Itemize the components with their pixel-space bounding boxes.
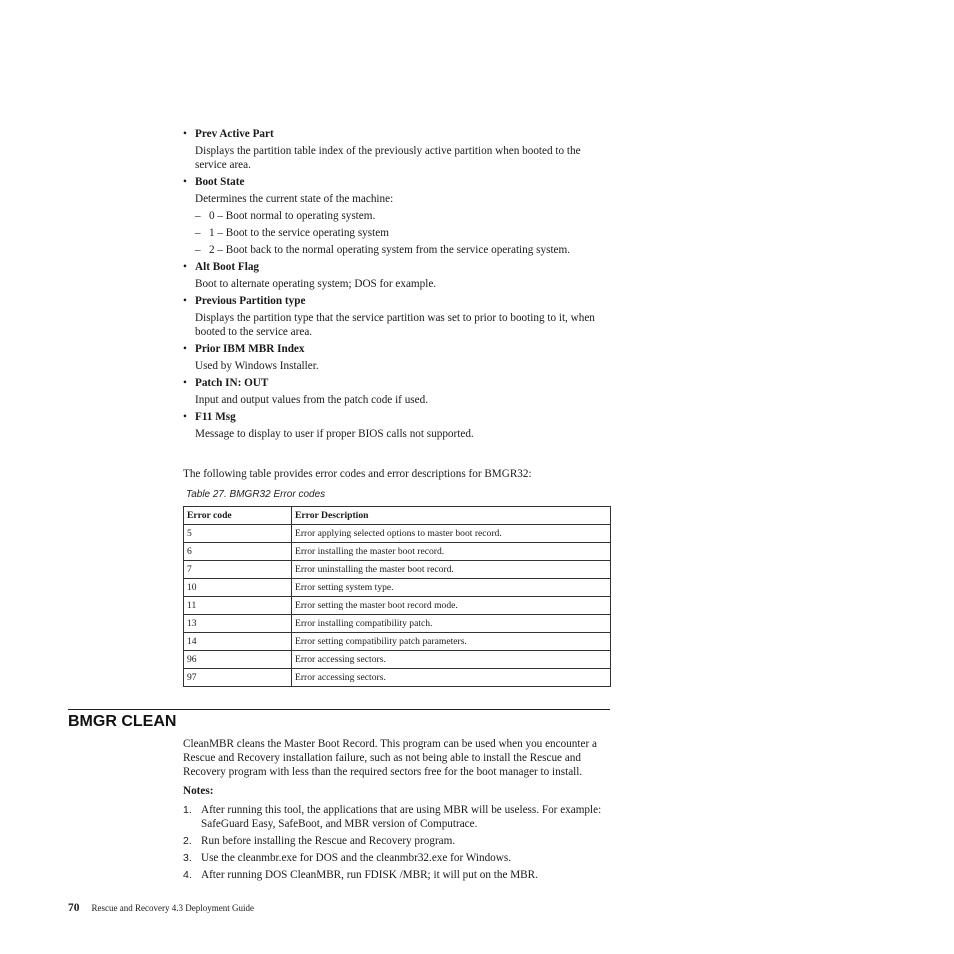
sub-list-item <box>183 226 613 240</box>
column-header-error-description: Error Description <box>292 507 611 525</box>
list-item-heading-text: Patch IN: OUT <box>195 377 269 389</box>
list-item-heading <box>183 294 613 308</box>
note-number: 3. <box>183 852 192 864</box>
table-caption: Table 27. BMGR32 Error codes <box>186 489 326 500</box>
error-description-cell: Error setting compatibility patch parameters. <box>292 633 611 651</box>
note-item <box>183 803 613 831</box>
list-item-heading-text: Boot State <box>195 176 245 188</box>
error-description-cell: Error setting system type. <box>292 579 611 597</box>
error-code-cell: 5 <box>184 525 292 543</box>
dash-marker: – <box>195 244 201 256</box>
bmgr-clean-section <box>183 737 613 885</box>
page-number: 70 <box>68 902 80 914</box>
error-code-cell: 7 <box>184 561 292 579</box>
note-number: 4. <box>183 869 192 881</box>
list-item-heading <box>183 376 613 390</box>
error-description-cell: Error installing the master boot record. <box>292 543 611 561</box>
table-row <box>184 615 611 633</box>
note-number: 1. <box>183 804 192 816</box>
list-item <box>183 175 613 257</box>
table-row <box>184 561 611 579</box>
table-intro-text: The following table provides error codes and error descriptions for BMGR32: <box>183 468 532 480</box>
error-codes-table <box>183 506 611 687</box>
list-item-description: Input and output values from the patch code if used. <box>195 394 429 406</box>
note-text: Run before installing the Rescue and Recovery program. <box>201 835 456 847</box>
bullet-marker: • <box>183 411 187 423</box>
error-description-cell: Error applying selected options to master boot record. <box>292 525 611 543</box>
sub-list-item-text: 1 – Boot to the service operating system <box>209 227 389 239</box>
list-item-description: Displays the partition type that the service partition was set to prior to booting to it, when booted to the service area. <box>195 312 595 338</box>
bullet-marker: • <box>183 295 187 307</box>
table-header-row <box>184 507 611 525</box>
error-code-cell: 11 <box>184 597 292 615</box>
sub-list-item <box>183 243 613 257</box>
list-item-heading-text: Previous Partition type <box>195 295 306 307</box>
list-item <box>183 410 613 441</box>
note-text: After running this tool, the applications that are using MBR will be useless. For example: SafeGuard Easy, SafeBoot, and MBR version of Computrace. <box>201 804 602 830</box>
table-row <box>184 633 611 651</box>
notes-list <box>183 803 613 882</box>
table-row <box>184 597 611 615</box>
error-code-cell: 10 <box>184 579 292 597</box>
list-item-heading <box>183 342 613 356</box>
list-item <box>183 342 613 373</box>
note-item <box>183 834 613 848</box>
table-row <box>184 669 611 687</box>
table-row <box>184 525 611 543</box>
list-item-heading <box>183 175 613 189</box>
error-description-cell: Error accessing sectors. <box>292 651 611 669</box>
list-item-description: Determines the current state of the machine: <box>195 193 394 205</box>
list-item-heading <box>183 127 613 141</box>
dash-marker: – <box>195 210 201 222</box>
table-row <box>184 579 611 597</box>
sub-list-item-text: 0 – Boot normal to operating system. <box>209 210 376 222</box>
list-item-description: Boot to alternate operating system; DOS for example. <box>195 278 437 290</box>
footer-title: Rescue and Recovery 4.3 Deployment Guide <box>91 903 254 913</box>
list-item <box>183 260 613 291</box>
note-number: 2. <box>183 835 192 847</box>
error-code-cell: 96 <box>184 651 292 669</box>
list-item-heading <box>183 260 613 274</box>
list-item <box>183 127 613 172</box>
list-item-description: Message to display to user if proper BIOS calls not supported. <box>195 428 474 440</box>
note-text: After running DOS CleanMBR, run FDISK /MBR; it will put on the MBR. <box>201 869 538 881</box>
note-item <box>183 851 613 865</box>
field-descriptions-list <box>183 127 613 444</box>
note-text: Use the cleanmbr.exe for DOS and the cleanmbr32.exe for Windows. <box>201 852 512 864</box>
error-code-cell: 97 <box>184 669 292 687</box>
dash-marker: – <box>195 227 201 239</box>
sub-list-item-text: 2 – Boot back to the normal operating system from the service operating system. <box>209 244 571 256</box>
table-row <box>184 651 611 669</box>
list-item <box>183 294 613 339</box>
error-description-cell: Error uninstalling the master boot record. <box>292 561 611 579</box>
page-footer <box>68 901 254 915</box>
bullet-marker: • <box>183 128 187 140</box>
list-item-heading-text: Alt Boot Flag <box>195 261 260 273</box>
section-paragraph: CleanMBR cleans the Master Boot Record. This program can be used when you encounter a Rescue and Recovery installation failure, such as not being able to install the Rescue and Recovery program with less than the required sectors free for the boot manager to install. <box>183 738 597 778</box>
bullet-marker: • <box>183 176 187 188</box>
bullet-marker: • <box>183 261 187 273</box>
list-item-heading-text: Prior IBM MBR Index <box>195 343 305 355</box>
error-description-cell: Error accessing sectors. <box>292 669 611 687</box>
table-row <box>184 543 611 561</box>
sub-list-item <box>183 209 613 223</box>
error-code-cell: 13 <box>184 615 292 633</box>
notes-label: Notes: <box>183 785 214 797</box>
list-item-heading-text: F11 Msg <box>195 411 236 423</box>
list-item-description: Displays the partition table index of the previously active partition when booted to the service area. <box>195 145 581 171</box>
list-item-heading-text: Prev Active Part <box>195 128 274 140</box>
error-code-cell: 6 <box>184 543 292 561</box>
error-code-cell: 14 <box>184 633 292 651</box>
note-item <box>183 868 613 882</box>
list-item-heading <box>183 410 613 424</box>
column-header-error-code: Error code <box>184 507 292 525</box>
bullet-marker: • <box>183 343 187 355</box>
section-heading: BMGR CLEAN <box>68 709 610 732</box>
bullet-marker: • <box>183 377 187 389</box>
error-description-cell: Error installing compatibility patch. <box>292 615 611 633</box>
list-item-description: Used by Windows Installer. <box>195 360 319 372</box>
list-item <box>183 376 613 407</box>
error-description-cell: Error setting the master boot record mode. <box>292 597 611 615</box>
